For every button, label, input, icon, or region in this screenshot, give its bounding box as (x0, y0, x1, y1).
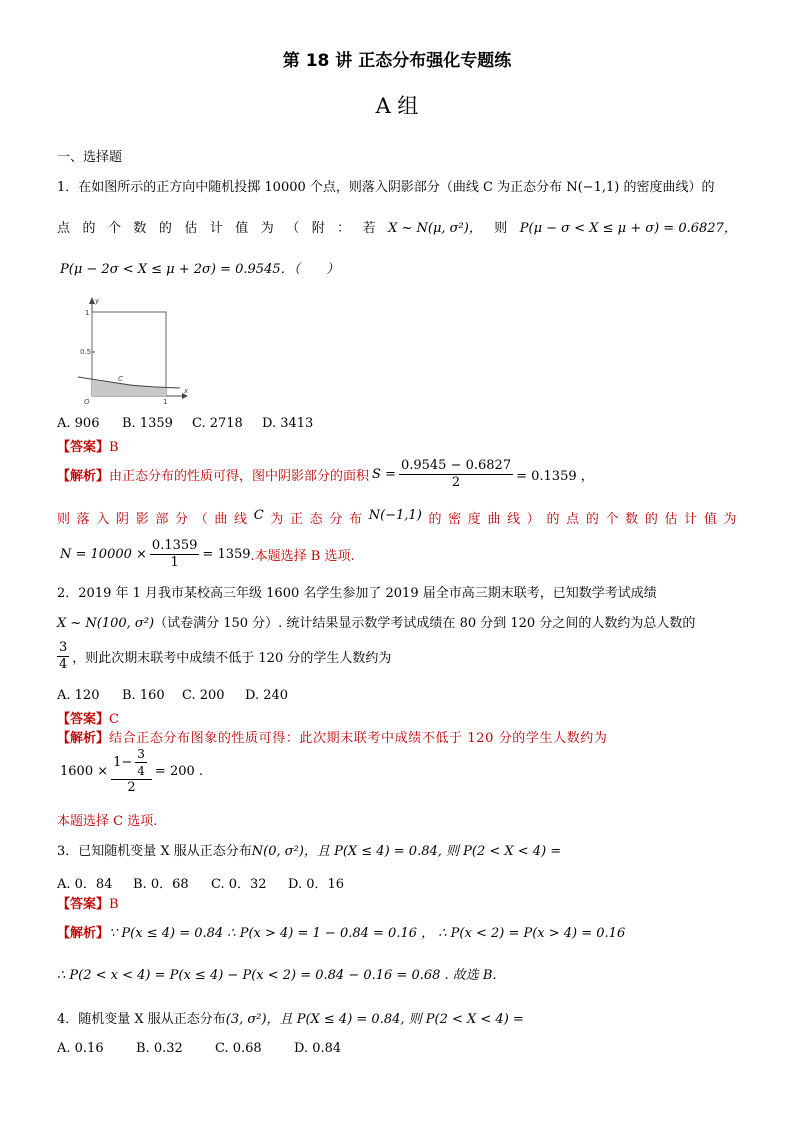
section-heading: 一、选择题 (57, 150, 123, 165)
q2-option-d: D. 240 (245, 688, 289, 703)
q2-explain-line3: 本题选择 C 选项. (57, 814, 158, 829)
q2-option-b: B. 160 (122, 688, 165, 703)
q1-line3: P(μ − 2σ < X ≤ μ + 2σ) = 0.9545．（ ） (60, 262, 340, 277)
q1-option-c: C. 2718 (192, 416, 243, 431)
q2-line2: X ~ N(100, σ²)（试卷满分 150 分）. 统计结果显示数学考试成绩在 80 分到 120 分之间的人数约为总人数的 (57, 616, 696, 631)
q1-fraction-count: $\frac{0.1359}{1}$ (151, 538, 198, 570)
q4-line1: 4．随机变量 X 服从正态分布(3, σ²)，且 P(X ≤ 4) = 0.84, 则 P(2 < X < 4) = (57, 1012, 524, 1027)
tick-label-y1: 1 (85, 309, 90, 317)
q1-line1: 1．在如图所示的正方向中随机投掷 10000 个点，则落入阴影部分（曲线 C 为正态分布 N(−1,1) 的密度曲线）的 (57, 180, 715, 195)
q2-fraction-result: 1− $\frac{3}{4}$ 2 (111, 746, 152, 796)
tick-label-y05: 0.5 (80, 348, 92, 356)
origin-label: O (84, 398, 90, 406)
curve-label: C (118, 375, 123, 383)
q1-option-b: B. 1359 (122, 416, 173, 431)
q3-option-a: A. 0．84 (57, 877, 113, 892)
q2-option-c: C. 200 (182, 688, 225, 703)
q1-option-a: A. 906 (57, 416, 100, 431)
q4-option-c: C. 0.68 (215, 1041, 262, 1056)
group-heading: A 组 (375, 94, 419, 118)
q1-line2: 点 的 个 数 的 估 计 值 为 （ 附 ： 若 X ~ N(μ, σ²)， 则 P(μ − σ < X ≤ μ + σ) = 0.6827， (57, 221, 737, 236)
q1-answer: 【答案】B (57, 440, 119, 455)
q1-explain-line2: 则 落 入 阴 影 部 分 （ 曲 线 C 为 正 态 分 布 N(−1,1) 的 密 度 曲 线 ） 的 点 的 个 数 的 估 计 值 为 (57, 508, 737, 527)
q1-explain-line1: 【解析】 由正态分布的性质可得，图中阴影部分的面积 S = $\frac{0.9545 - 0.6827}{2}$ = 0.1359 ， (57, 458, 594, 490)
q4-option-a: A. 0.16 (57, 1041, 104, 1056)
q1-figure (70, 296, 190, 406)
q1-explain-line3: N = 10000 × $\frac{0.1359}{1}$ = 1359 .本题选择 B 选项. (60, 538, 355, 570)
q3-explain-line2: ∴ P(2 < x < 4) = P(x ≤ 4) − P(x < 2) = 0.84 − 0.16 = 0.68 . 故选 B. (57, 968, 497, 983)
q3-answer: 【答案】B (57, 897, 119, 912)
q1-option-d: D. 3413 (262, 416, 314, 431)
q2-line3: $\frac{3}{4}$ ，则此次期末联考中成绩不低于 120 分的学生人数约为 (59, 640, 392, 672)
q3-option-c: C. 0．32 (211, 877, 267, 892)
q2-explain-line1: 【解析】结合正态分布图象的性质可得：此次期末联考中成绩不低于 120 分的学生人数约为 (57, 731, 608, 746)
q2-option-a: A. 120 (57, 688, 100, 703)
q3-line1: 3．已知随机变量 X 服从正态分布N(0, σ²)，且 P(X ≤ 4) = 0.84, 则 P(2 < X < 4) = (57, 844, 562, 859)
q4-option-d: D. 0.84 (294, 1041, 342, 1056)
shaded-region (92, 380, 166, 396)
q3-option-b: B. 0．68 (133, 877, 189, 892)
q2-inner-fraction: $\frac{3}{4}$ (137, 747, 145, 778)
q2-fraction-three-quarters: $\frac{3}{4}$ (59, 640, 68, 672)
y-axis-label: y (95, 297, 100, 305)
x-axis-label: x (184, 387, 189, 395)
q1-fraction-area: $\frac{0.9545 - 0.6827}{2}$ (400, 458, 512, 490)
q3-option-d: D. 0．16 (288, 877, 345, 892)
q2-answer: 【答案】C (57, 712, 119, 727)
q2-explain-line2: 1600 × 1− $\frac{3}{4}$ 2 = 200 . (60, 747, 204, 795)
page-title: 第 18 讲 正态分布强化专题练 (282, 51, 512, 71)
q3-explain-line1: 【解析】∵ P(x ≤ 4) = 0.84 ∴ P(x > 4) = 1 − 0.84 = 0.16 ， ∴ P(x < 2) = P(x > 4) = 0.16 (57, 926, 626, 941)
tick-label-x1: 1 (163, 398, 168, 406)
q2-line1: 2．2019 年 1 月我市某校高三年级 1600 名学生参加了 2019 届全市高三期末联考，已知数学考试成绩 (57, 586, 657, 601)
q4-option-b: B. 0.32 (136, 1041, 183, 1056)
